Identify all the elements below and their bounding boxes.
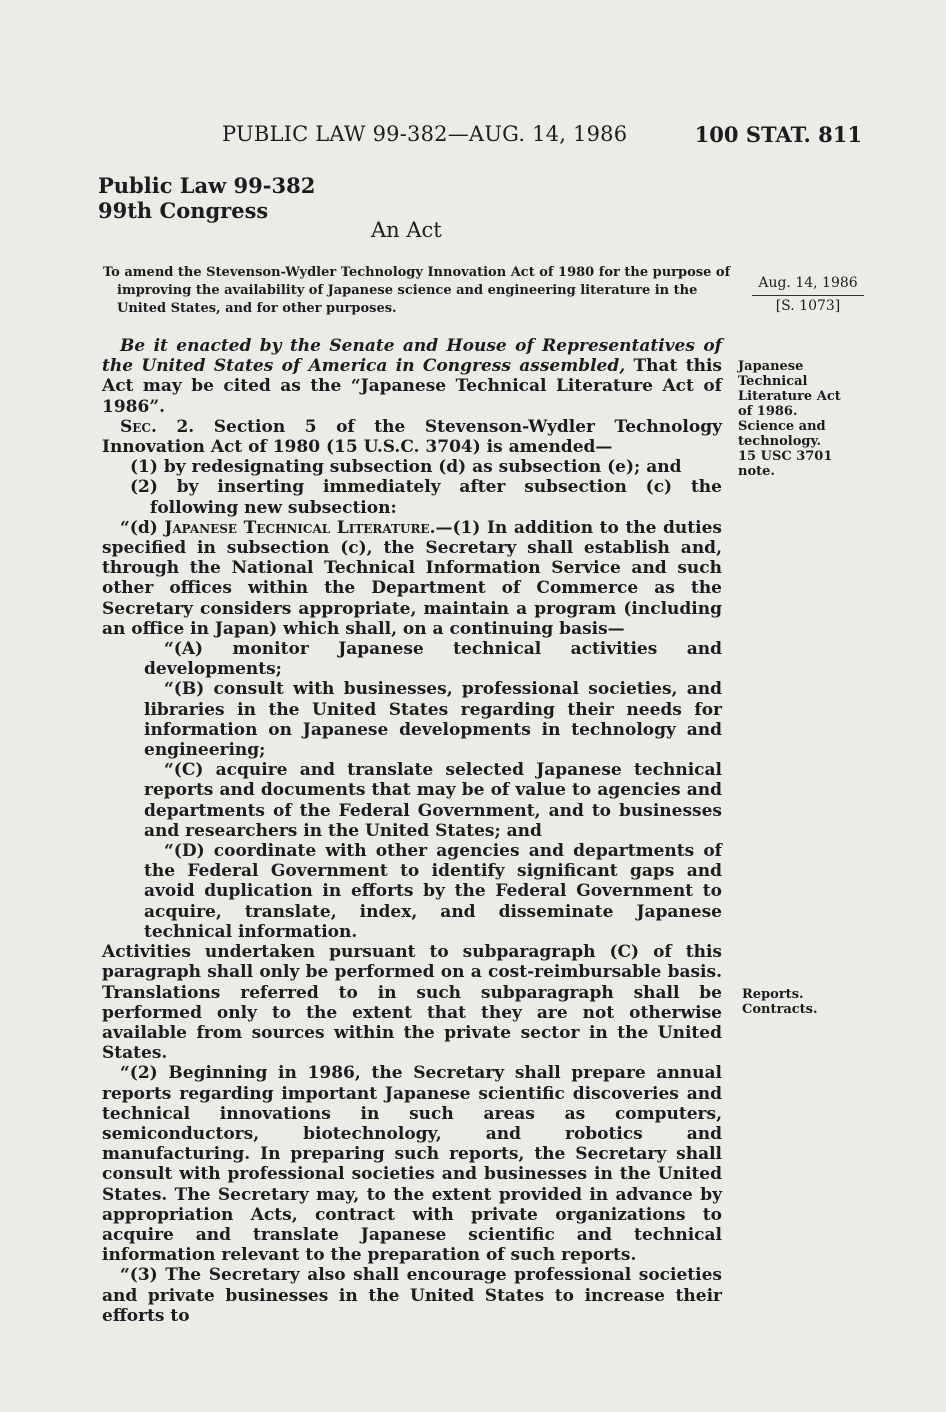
paragraph-2: “(2) Beginning in 1986, the Secretary shall prepare annual reports regarding important Japanese scientific discoveries and technical innovations in such areas as computers, semiconductors, biotechnology, and robotics and manufacturing. In preparing such reports, the Secretary shall consult with professional societies and businesses in the United States. The Secretary may, to the extent provided in advance by appropriation Acts, contract with private organizations to acquire and translate Japanese scientific and technical information relevant to the preparation of such reports. [102,1063,722,1266]
public-law-title [98,173,315,223]
section-label: Sec [120,416,151,437]
margin-note-short-title [738,359,868,479]
purpose-clause: To amend the Stevenson-Wydler Technology Innovation Act of 1980 for the purpose of improving the availability of Japanese science and engineering literature in the United States, and for other purposes. [103,265,731,316]
amendment-item-1: (1) by redesignating subsection (d) as subsection (e); and [130,457,682,478]
activities-paragraph: Activities undertaken pursuant to subparagraph (C) of this paragraph shall only be performed on a cost-reimbursable basis. Translations referred to in such subparagraph shall be performed only to the extent that they are not otherwise available from sources within the private sector in the United States. [102,942,722,1064]
section-2-text: . 2. Section 5 of the Stevenson-Wydler Technology Innovation Act of 1980 (15 U.S.C. 3704) is amended— [102,416,722,458]
an-act-heading: An Act [371,218,442,242]
subparagraph-a: “(A) monitor Japanese technical activities and developments; [144,639,722,680]
margin-note-line: Reports. [742,987,804,1002]
margin-note-line: of 1986. [738,404,798,419]
subsection-d-open: “(d) [120,517,165,538]
short-title-text: That this Act may be cited as the “Japanese Technical Literature Act of 1986”. [102,356,722,417]
enacting-formula: Be it enacted by the Senate and House of Representatives of the United States of America in Congress assembled, [102,336,722,377]
section-2 [102,417,722,457]
statute-body [102,336,722,1326]
subsection-d [102,518,722,639]
amendment-item-2: (2) by inserting immediately after subsection (c) the following new subsection: [130,477,722,518]
enactment-date-note [752,273,864,316]
subparagraph-c: “(C) acquire and translate selected Japanese technical reports and documents that may be of value to agencies and departments of the Federal Government, and to businesses and researchers in the United States; and [144,760,722,841]
enactment-date: Aug. 14, 1986 [752,273,864,296]
margin-note-line: note. [738,464,775,479]
paragraph-3: “(3) The Secretary also shall encourage professional societies and private businesses in the United States to increase their efforts to [102,1265,722,1326]
margin-note-line: Literature Act [738,389,841,404]
bill-number: [S. 1073] [775,298,841,314]
subparagraph-b: “(B) consult with businesses, professional societies, and libraries in the United States regarding their needs for information on Japanese developments in technology and engineering; [144,679,722,761]
congress-number: 99th Congress [98,198,269,223]
margin-note-line: technology. [738,434,822,449]
margin-note-reports [742,987,872,1017]
public-law-number: Public Law 99-382 [98,173,316,198]
margin-note-line: Technical [738,374,808,389]
running-head: PUBLIC LAW 99-382—AUG. 14, 1986 [222,122,628,146]
stat-page-number: 100 STAT. 811 [694,122,862,147]
subparagraph-d: “(D) coordinate with other agencies and departments of the Federal Government to identify significant gaps and avoid duplication in efforts by the Federal Government to acquire, translate, index, and disseminate Japanese technical information. [144,841,722,942]
margin-note-line: 15 USC 3701 [738,449,833,464]
margin-note-line: Japanese [738,359,804,374]
subsection-d-text: .—(1) In addition to the duties specified in subsection (c), the Secretary shall establish and, through the National Technical Information Service and such other offices within the Department of Commerce as the Secretary considers appropriate, maintain a program (including an office in Japan) which shall, on a continuing basis— [102,517,722,639]
subsection-d-heading: Japanese Technical Literature [164,517,430,538]
enacting-clause [102,336,722,417]
margin-note-line: Contracts. [742,1002,818,1017]
margin-note-line: Science and [738,419,826,434]
